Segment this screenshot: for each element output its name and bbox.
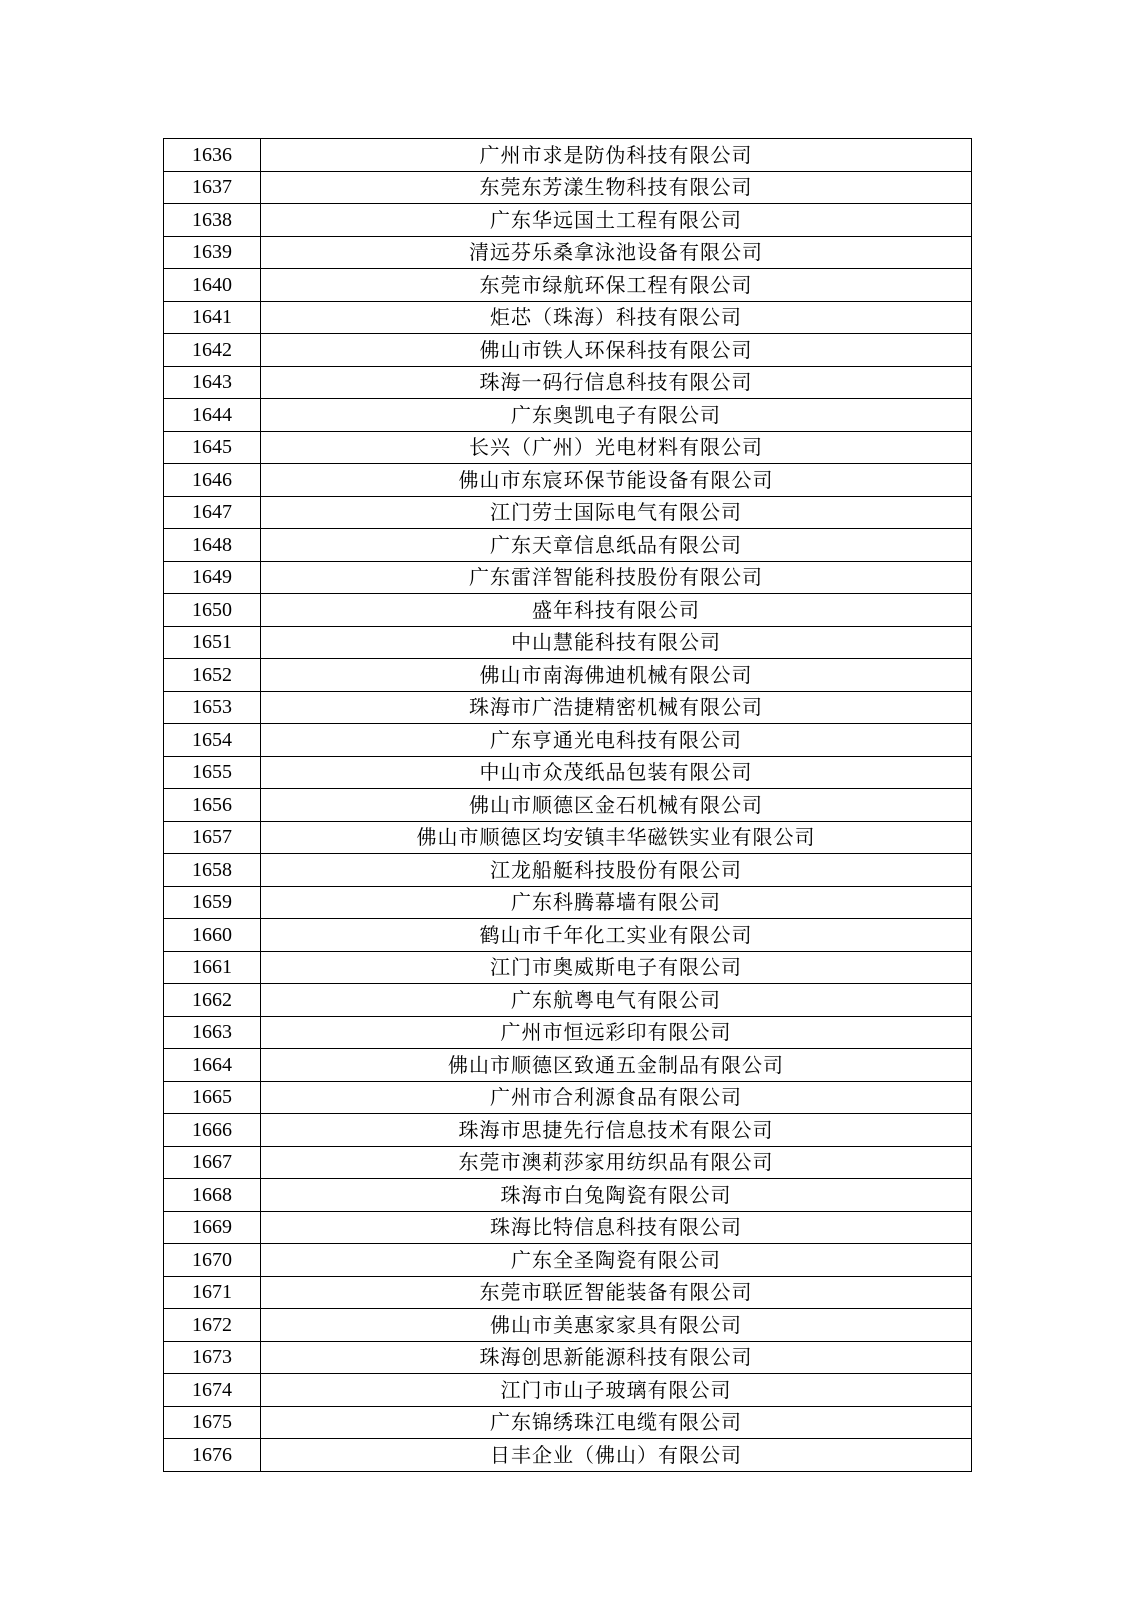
row-number-cell: 1659 (164, 886, 261, 919)
company-name-cell: 长兴（广州）光电材料有限公司 (261, 431, 972, 464)
row-number-cell: 1655 (164, 756, 261, 789)
company-name-cell: 佛山市顺德区致通五金制品有限公司 (261, 1049, 972, 1082)
row-number-cell: 1667 (164, 1146, 261, 1179)
table-row (164, 1439, 972, 1472)
company-name-cell: 江龙船艇科技股份有限公司 (261, 854, 972, 887)
table-row (164, 1146, 972, 1179)
row-number-cell: 1656 (164, 789, 261, 822)
company-name-cell: 珠海市广浩捷精密机械有限公司 (261, 691, 972, 724)
company-name-cell: 广东全圣陶瓷有限公司 (261, 1244, 972, 1277)
row-number-cell: 1645 (164, 431, 261, 464)
company-name-cell: 东莞东芳漾生物科技有限公司 (261, 171, 972, 204)
table-row (164, 691, 972, 724)
company-name-cell: 日丰企业（佛山）有限公司 (261, 1439, 972, 1472)
company-name-cell: 广东天章信息纸品有限公司 (261, 529, 972, 562)
row-number-cell: 1666 (164, 1114, 261, 1147)
row-number-cell: 1663 (164, 1016, 261, 1049)
company-name-cell: 佛山市东宸环保节能设备有限公司 (261, 464, 972, 497)
company-name-cell: 中山市众茂纸品包装有限公司 (261, 756, 972, 789)
table-row (164, 1016, 972, 1049)
row-number-cell: 1654 (164, 724, 261, 757)
company-name-cell: 珠海创思新能源科技有限公司 (261, 1341, 972, 1374)
row-number-cell: 1643 (164, 366, 261, 399)
table-row (164, 854, 972, 887)
company-name-cell: 广东雷洋智能科技股份有限公司 (261, 561, 972, 594)
row-number-cell: 1648 (164, 529, 261, 562)
table-row (164, 821, 972, 854)
table-row (164, 1276, 972, 1309)
table-row (164, 594, 972, 627)
company-name-cell: 广州市合利源食品有限公司 (261, 1081, 972, 1114)
table-row (164, 1406, 972, 1439)
company-name-cell: 鹤山市千年化工实业有限公司 (261, 919, 972, 952)
table-row (164, 366, 972, 399)
company-name-cell: 东莞市联匠智能装备有限公司 (261, 1276, 972, 1309)
row-number-cell: 1636 (164, 139, 261, 172)
company-name-cell: 江门劳士国际电气有限公司 (261, 496, 972, 529)
company-name-cell: 佛山市顺德区金石机械有限公司 (261, 789, 972, 822)
table-row (164, 561, 972, 594)
row-number-cell: 1672 (164, 1309, 261, 1342)
row-number-cell: 1668 (164, 1179, 261, 1212)
row-number-cell: 1671 (164, 1276, 261, 1309)
table-row (164, 529, 972, 562)
row-number-cell: 1670 (164, 1244, 261, 1277)
company-name-cell: 佛山市顺德区均安镇丰华磁铁实业有限公司 (261, 821, 972, 854)
table-row (164, 334, 972, 367)
table-row (164, 1211, 972, 1244)
table-row (164, 1309, 972, 1342)
company-name-cell: 江门市奥威斯电子有限公司 (261, 951, 972, 984)
company-name-cell: 东莞市澳莉莎家用纺织品有限公司 (261, 1146, 972, 1179)
row-number-cell: 1652 (164, 659, 261, 692)
company-name-cell: 佛山市美惠家家具有限公司 (261, 1309, 972, 1342)
row-number-cell: 1657 (164, 821, 261, 854)
table-row (164, 919, 972, 952)
table-row (164, 659, 972, 692)
table-row (164, 789, 972, 822)
company-name-cell: 广东航粤电气有限公司 (261, 984, 972, 1017)
row-number-cell: 1662 (164, 984, 261, 1017)
row-number-cell: 1650 (164, 594, 261, 627)
company-name-cell: 广东锦绣珠江电缆有限公司 (261, 1406, 972, 1439)
table-row (164, 1049, 972, 1082)
row-number-cell: 1674 (164, 1374, 261, 1407)
company-name-cell: 广东华远国土工程有限公司 (261, 204, 972, 237)
table-row (164, 1081, 972, 1114)
row-number-cell: 1640 (164, 269, 261, 302)
table-row (164, 236, 972, 269)
table-row (164, 886, 972, 919)
row-number-cell: 1638 (164, 204, 261, 237)
company-name-cell: 广州市恒远彩印有限公司 (261, 1016, 972, 1049)
company-table (163, 138, 972, 1472)
table-row (164, 984, 972, 1017)
company-name-cell: 珠海市白兔陶瓷有限公司 (261, 1179, 972, 1212)
company-name-cell: 广州市求是防伪科技有限公司 (261, 139, 972, 172)
table-row (164, 269, 972, 302)
row-number-cell: 1675 (164, 1406, 261, 1439)
company-name-cell: 江门市山子玻璃有限公司 (261, 1374, 972, 1407)
row-number-cell: 1676 (164, 1439, 261, 1472)
company-name-cell: 珠海市思捷先行信息技术有限公司 (261, 1114, 972, 1147)
row-number-cell: 1669 (164, 1211, 261, 1244)
table-row (164, 1179, 972, 1212)
row-number-cell: 1647 (164, 496, 261, 529)
company-name-cell: 盛年科技有限公司 (261, 594, 972, 627)
table-row (164, 171, 972, 204)
company-name-cell: 佛山市铁人环保科技有限公司 (261, 334, 972, 367)
company-table-body (164, 139, 972, 1472)
row-number-cell: 1637 (164, 171, 261, 204)
table-row (164, 496, 972, 529)
company-name-cell: 清远芬乐桑拿泳池设备有限公司 (261, 236, 972, 269)
row-number-cell: 1658 (164, 854, 261, 887)
table-row (164, 204, 972, 237)
company-name-cell: 东莞市绿航环保工程有限公司 (261, 269, 972, 302)
company-name-cell: 中山慧能科技有限公司 (261, 626, 972, 659)
row-number-cell: 1664 (164, 1049, 261, 1082)
row-number-cell: 1665 (164, 1081, 261, 1114)
row-number-cell: 1644 (164, 399, 261, 432)
company-name-cell: 广东科腾幕墙有限公司 (261, 886, 972, 919)
table-row (164, 464, 972, 497)
row-number-cell: 1639 (164, 236, 261, 269)
table-row (164, 1341, 972, 1374)
table-row (164, 399, 972, 432)
row-number-cell: 1649 (164, 561, 261, 594)
company-name-cell: 珠海一码行信息科技有限公司 (261, 366, 972, 399)
row-number-cell: 1673 (164, 1341, 261, 1374)
row-number-cell: 1660 (164, 919, 261, 952)
table-row (164, 301, 972, 334)
company-name-cell: 广东亨通光电科技有限公司 (261, 724, 972, 757)
company-name-cell: 炬芯（珠海）科技有限公司 (261, 301, 972, 334)
row-number-cell: 1642 (164, 334, 261, 367)
table-row (164, 756, 972, 789)
table-row (164, 1114, 972, 1147)
table-row (164, 951, 972, 984)
row-number-cell: 1641 (164, 301, 261, 334)
table-row (164, 1244, 972, 1277)
table-row (164, 724, 972, 757)
row-number-cell: 1651 (164, 626, 261, 659)
table-row (164, 626, 972, 659)
company-name-cell: 广东奥凯电子有限公司 (261, 399, 972, 432)
table-row (164, 431, 972, 464)
company-name-cell: 佛山市南海佛迪机械有限公司 (261, 659, 972, 692)
row-number-cell: 1646 (164, 464, 261, 497)
company-name-cell: 珠海比特信息科技有限公司 (261, 1211, 972, 1244)
table-row (164, 139, 972, 172)
row-number-cell: 1661 (164, 951, 261, 984)
row-number-cell: 1653 (164, 691, 261, 724)
table-row (164, 1374, 972, 1407)
